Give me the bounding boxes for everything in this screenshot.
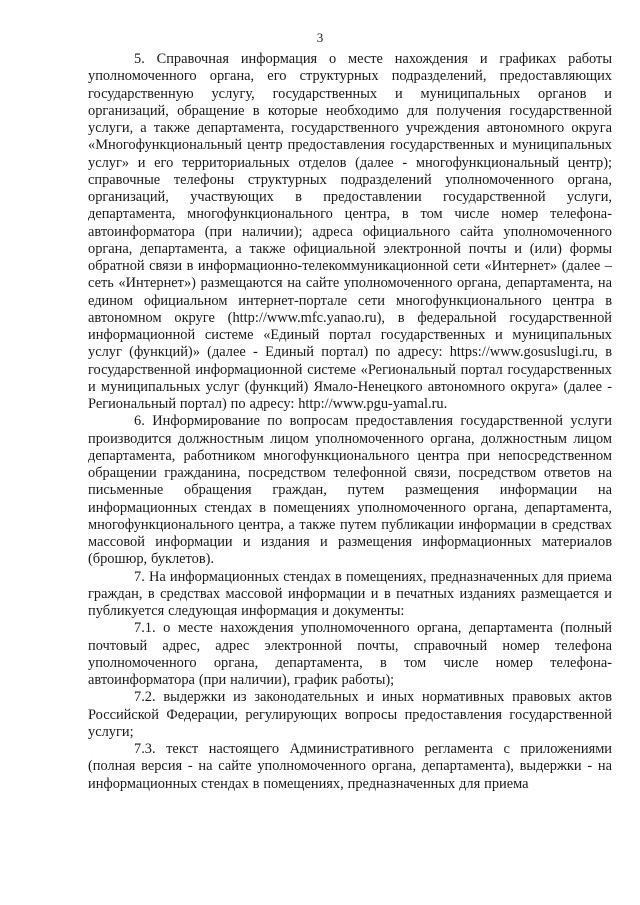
paragraph-7-1: 7.1. о месте нахождения уполномоченного органа, департамента (полный почтовый адрес, адрес электронной почты, справочный номер телефона уполномоченного органа, департамента, в том числе номер телефона-автоинформатора (при наличии), график работы); (88, 620, 612, 688)
paragraph-6: 6. Информирование по вопросам предоставления государственной услуги производится должностным лицом уполномоченного органа, должностным лицом департамента, работником многофункционального центра при непосредственном обращении гражданина, посредством телефонной связи, посредством ответов на письменные обращения граждан, путем размещения информации на информационных стендах в помещениях уполномоченного органа, департамента, многофункционального центра, а также путем публикации информации в средствах массовой информации и издания и размещения информационных материалов (брошюр, буклетов). (88, 413, 612, 568)
page-number: 3 (316, 30, 324, 45)
paragraph-7-3: 7.3. текст настоящего Административного регламента с приложениями (полная версия - на сайте уполномоченного органа, департамента), выдержки - на информационных стендах в помещениях, предназначенных для приема (88, 741, 612, 792)
paragraph-7: 7. На информационных стендах в помещениях, предназначенных для приема граждан, в средствах массовой информации и в печатных изданиях размещается и публикуется следующая информация и документы: (88, 568, 612, 619)
document-body (88, 51, 612, 793)
paragraph-5: 5. Справочная информация о месте нахождения и графиках работы уполномоченного органа, его структурных подразделений, предоставляющих государственную услугу, государственных и муниципальных органов и организаций, обращение в которые необходимо для получения государственной услуги, а также департамента, государственного учреждения автономного округа «Многофункциональный центр предоставления государственных и муниципальных услуг» и его территориальных отделов (далее - многофункциональный центр); справочные телефоны структурных подразделений уполномоченного органа, организаций, участвующих в предоставлении государственной услуги, департамента, многофункционального центра, в том числе номер телефона-автоинформатора (при наличии); адреса официального сайта уполномоченного органа, департамента, а также официальной электронной почты и (или) формы обратной связи в информационно-телекоммуникационной сети «Интернет» (далее – сеть «Интернет») размещаются на сайте уполномоченного органа, департамента, на едином официальном интернет-портале сети многофункционального центра в автономном округе (http://www.mfc.yanao.ru), в федеральной государственной информационной системе «Единый портал государственных и муниципальных услуг (функций)» (далее - Единый портал) по адресу: https://www.gosuslugi.ru, в государственной информационной системе «Региональный портал государственных и муниципальных услуг (функций) Ямало-Ненецкого автономного округа» (далее - Региональный портал) по адресу: http://www.pgu-yamal.ru. (88, 51, 612, 412)
paragraph-7-2: 7.2. выдержки из законодательных и иных нормативных правовых актов Российской Федерации, регулирующих вопросы предоставления государственной услуги; (88, 689, 612, 740)
